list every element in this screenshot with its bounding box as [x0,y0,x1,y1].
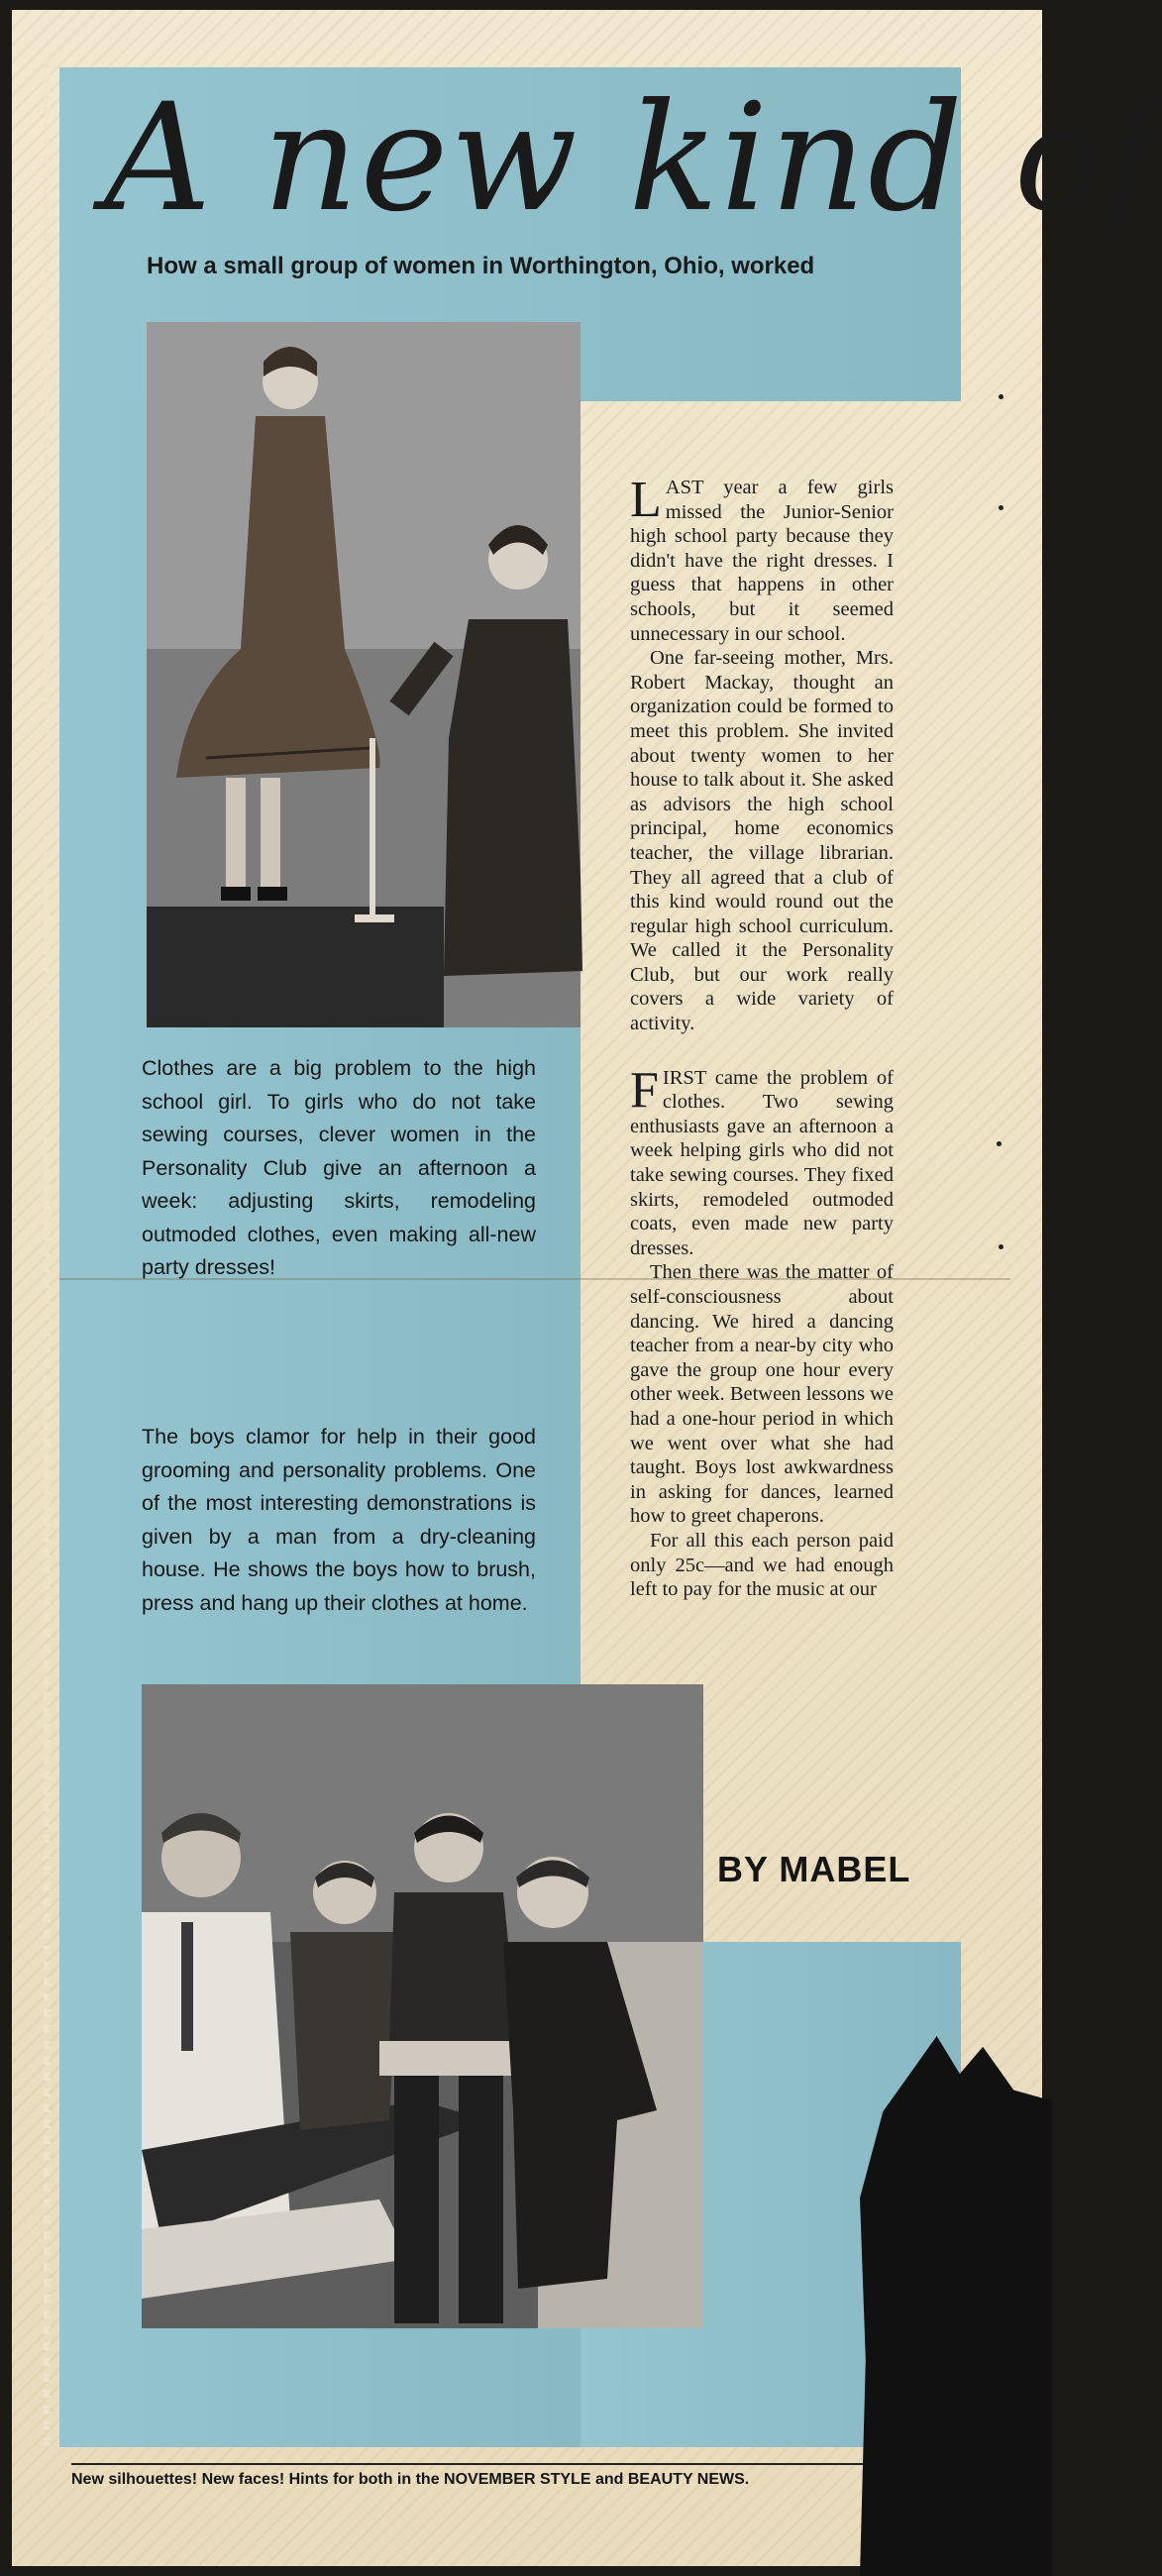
caption-boys: The boys clamor for help in their good grooming and personality problems. One of the most interesting demonstrations is given by a man from a dry-cleaning house. He shows the boys how to brush, press and hang up their clothes at home. [142,1425,536,1615]
article-paragraph: FIRST came the problem of clothes. Two sewing enthusiasts gave an afternoon a week helping girls who did not take sewing courses. They fixed skirts, remodeled outmoded coats, even made new party dresses. [630,1061,894,1259]
article-body [630,472,894,1602]
dress-fitting-photo [147,322,581,1027]
drop-cap: L [630,472,662,528]
ink-speck [999,394,1004,399]
article-paragraph: LAST year a few girls missed the Junior-Senior high school party because they didn't have the right dresses. I guess that happens in other schools, but it seemed unnecessary in our school. [630,472,894,645]
ink-speck [999,505,1004,510]
torn-corner [860,2036,1052,2576]
boys-grooming-photo [142,1684,703,2328]
zigzag-edge [44,59,59,2447]
ink-speck [999,1244,1004,1249]
article-paragraph: For all this each person paid only 25c—and we had enough left to pay for the music at our [630,1529,894,1601]
page-title: A new kind of [104,72,1162,245]
footer-teaser: New silhouettes! New faces! Hints for both in the NOVEMBER STYLE and BEAUTY NEWS. [71,2463,894,2489]
caption-clothes: Clothes are a big problem to the high school girl. To girls who do not take sewing courses, clever women in the Personality Club give an afternoon a week: adjusting skirts, remodeling outmoded clothes, even making all-new party dresses! [142,1056,536,1279]
drop-cap: F [630,1061,659,1119]
article-paragraph: One far-seeing mother, Mrs. Robert Mackay, thought an organization could be formed to meet this problem. She invited about twenty women to her house to talk about it. She asked as advisors the high school principal, home economics teacher, the village librarian. They all agreed that a club of this kind would round out the regular high school curriculum. We called it the Personality Club, but our work really covers a wide variety of activity. [630,647,894,1035]
byline: BY MABEL [717,1849,911,1889]
fold-crease [59,1278,1010,1280]
article-paragraph: Then there was the matter of self-consciousness about dancing. We hired a dancing teacher from a near-by city who gave the group one hour every other week. Between lessons we had a one-hour period in which we went over what she had taught. Boys lost awkwardness in asking for dances, learned how to greet chaperons. [630,1261,894,1528]
ink-speck [997,1141,1002,1146]
page-subtitle: How a small group of women in Worthington, Ohio, worked [147,253,815,279]
